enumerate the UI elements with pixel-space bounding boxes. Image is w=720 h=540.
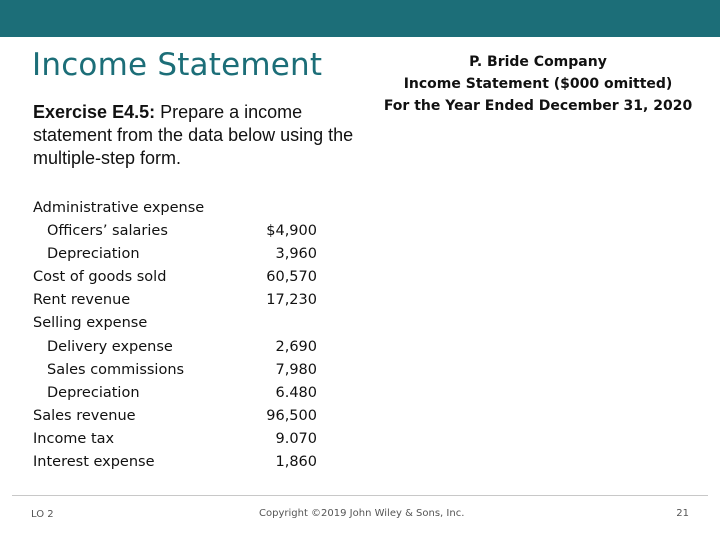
copyright-notice: Copyright ©2019 John Wiley & Sons, Inc. [259,508,465,519]
exercise-label: Exercise E4.5: [33,102,156,122]
item-label: Interest expense [33,454,155,471]
item-value: 6.480 [275,384,317,401]
list-item [33,197,333,220]
item-label: Administrative expense [33,200,205,216]
item-label: Income tax [33,430,115,447]
list-item [33,382,333,405]
list-item [33,451,333,474]
item-value: 9.070 [275,430,317,447]
statement-heading [383,51,693,117]
list-item [33,289,333,312]
company-name: P. Bride Company [469,54,607,70]
footer-divider [12,495,708,496]
item-label: Officers’ salaries [47,223,168,240]
list-item [33,336,333,359]
exercise-instructions [33,101,363,170]
item-value: 17,230 [266,292,317,309]
item-label: Cost of goods sold [33,269,167,286]
item-label: Selling expense [33,315,148,332]
item-label: Sales commissions [47,361,185,378]
item-value: 2,690 [275,338,317,355]
account-list [33,197,333,474]
list-item [33,312,333,335]
list-item [33,428,333,451]
item-label: Rent revenue [33,292,131,309]
page-number: 21 [676,508,689,519]
item-label: Depreciation [47,246,140,263]
item-value: 96,500 [266,407,317,424]
list-item [33,359,333,382]
exercise-text: Prepare a income statement from the data below using the multiple-step form. [33,102,354,168]
item-value: 7,980 [275,361,317,378]
item-value: $4,900 [266,223,317,240]
list-item [33,220,333,243]
learning-objective: LO 2 [31,509,54,520]
item-value: 60,570 [266,269,317,286]
item-value: 1,860 [275,454,317,471]
item-label: Sales revenue [33,407,136,424]
slide-title: Income Statement [32,47,323,83]
item-label: Depreciation [47,384,140,401]
list-item [33,243,333,266]
statement-period: For the Year Ended December 31, 2020 [383,98,693,114]
header-bar [0,0,720,37]
list-item [33,405,333,428]
item-value: 3,960 [275,246,317,263]
item-label: Delivery expense [47,338,173,355]
statement-title: Income Statement ($000 omitted) [403,76,673,92]
list-item [33,266,333,289]
